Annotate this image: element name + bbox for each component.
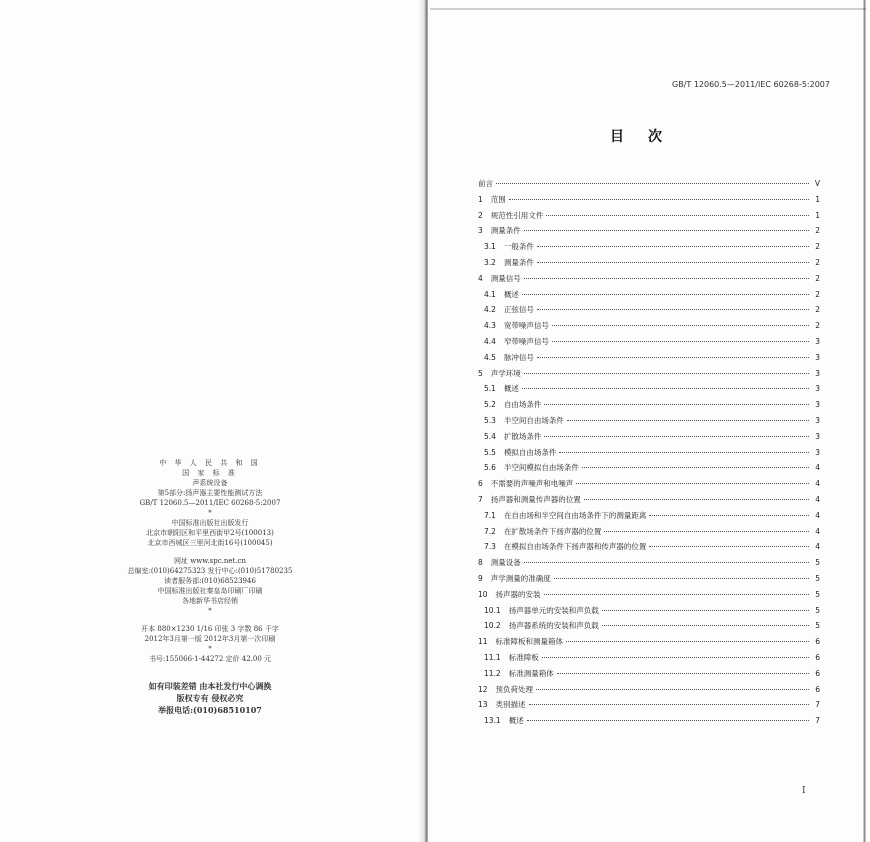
toc-entry[interactable] [484,605,820,617]
toc-leader-dots [524,278,809,279]
toc-entry-page: 3 [815,337,820,346]
colophon-line: 各地新华书店经销 [182,597,238,605]
toc-entry-title: 在模拟自由场条件下扬声器和传声器的位置 [503,542,647,552]
toc-leader-dots [567,420,809,421]
toc-leader-dots [537,262,809,263]
toc-leader-dots [524,230,809,231]
toc-entry[interactable] [478,699,820,711]
colophon-line: GB/T 12060.5—2011/IEC 60268-5:2007 [139,499,281,507]
toc-entry[interactable] [478,194,820,206]
toc-leader-dots [544,594,809,595]
page-top-edge [430,8,866,10]
toc-entry-page: 4 [815,526,820,536]
toc-entry-title: 自由场条件 [503,400,542,410]
toc-leader-dots [554,578,809,579]
toc-entry-title: 声学测量的准确度 [490,574,551,583]
colophon-line: 书号:155066·1-44272 定价 42.00 元 [148,655,272,663]
toc-entry-page: 4 [815,510,820,520]
colophon-line: * [208,645,212,653]
toc-entry-page: 7 [815,716,820,726]
toc-leader-dots [524,562,809,563]
toc-entry-title: 标准障板 [508,653,539,662]
toc-entry-number: 5.3 [484,416,496,425]
toc-entry-number: 10.1 [484,605,501,615]
toc-entry-title: 范围 [490,194,506,204]
toc-leader-dots [602,610,809,611]
toc-entry[interactable] [478,178,820,190]
colophon-line: 国 家 标 准 [182,469,238,477]
toc-entry-page: 5 [815,621,820,631]
toc-entry-page: 3 [815,416,820,425]
toc-leader-dots [544,436,809,437]
toc-entry-number: 7 [478,495,483,504]
toc-entry-title: 扬声器系统的安装和声负载 [508,621,599,631]
toc-entry-page: 2 [815,242,820,252]
toc-leader-dots [544,404,809,405]
toc-entry[interactable] [484,336,820,348]
toc-leader-dots [496,183,809,184]
toc-entry[interactable] [484,415,820,427]
toc-entry[interactable] [484,257,820,269]
toc-leader-dots [509,199,809,200]
toc-entry[interactable] [484,462,820,474]
toc-entry-number: 5.4 [484,431,496,441]
toc-entry-page: 3 [815,384,820,394]
colophon [120,458,300,716]
toc-entry-number: 1 [478,194,483,204]
toc-entry-page: 3 [815,368,820,378]
toc-entry[interactable] [484,241,820,253]
toc-entry-page: 5 [815,574,820,583]
toc-leader-dots [552,341,809,342]
toc-entry-number: 13.1 [484,716,501,726]
toc-entry[interactable] [478,589,820,601]
toc-entry-number: 10 [478,589,488,599]
toc-entry-title: 概述 [503,289,519,299]
toc-entry-number: 3.2 [484,258,496,267]
toc-entry-title: 在自由场和半空间自由场条件下的测量距离 [503,510,647,520]
toc-entry[interactable] [478,478,820,490]
toc-leader-dots [537,246,809,247]
toc-entry-page: 2 [815,305,820,315]
toc-leader-dots [546,215,809,216]
toc-entry[interactable] [484,668,820,680]
toc-entry-number: 11.2 [484,668,501,678]
toc-entry[interactable] [478,210,820,222]
toc-entry-number: 4.1 [484,289,496,299]
colophon-gap [120,548,300,556]
toc-entry-number: 4 [478,273,483,283]
toc-entry-number: 5.5 [484,447,496,457]
colophon-line: 开本 880×1230 1/16 印张 3 字数 86 千字 [141,625,279,633]
toc-entry-page: 6 [815,653,820,662]
toc-entry-number: 2 [478,210,483,220]
toc-entry[interactable] [478,636,820,648]
toc-entry[interactable] [484,399,820,411]
toc-entry-page: 5 [815,589,820,599]
colophon-line: 第5部分:扬声器主要性能测试方法 [157,489,263,497]
toc-entry-page: V [814,179,820,188]
toc-entry-title: 扬声器的安装 [495,589,541,599]
toc-entry-number: 4.2 [484,305,496,315]
toc-leader-dots [529,704,809,705]
toc-entry-number: 5.2 [484,400,496,410]
toc-entry-title: 一般条件 [503,242,534,252]
toc-entry-page: 4 [815,479,820,489]
toc-entry-page: 5 [815,558,820,568]
toc-leader-dots [522,388,809,389]
colophon-line: 声系统设备 [192,479,228,487]
colophon-line: 版权专有 侵权必究 [176,693,244,703]
toc-entry[interactable] [484,352,820,364]
toc-entry-title: 标准障板和测量箱体 [495,637,564,647]
toc-entry-page: 4 [815,495,820,504]
toc-entry[interactable] [478,225,820,237]
toc-entry[interactable] [478,557,820,569]
toc-leader-dots [542,657,809,658]
toc-entry-number: 9 [478,574,483,583]
toc-leader-dots [602,625,809,626]
toc-entry-page: 2 [815,273,820,283]
toc-entry-title: 测量信号 [490,273,521,283]
toc-entry-number: 11 [478,637,488,647]
toc-entry[interactable] [478,494,820,506]
colophon-line: 中国标准出版社秦皇岛印刷厂印刷 [157,587,263,595]
toc-entry-page: 6 [815,637,820,647]
toc-entry-number: 5 [478,368,483,378]
toc-entry-title: 测量条件 [503,258,534,267]
toc-entry[interactable] [484,715,820,727]
colophon-gap [120,616,300,624]
toc-entry-title: 预负荷处理 [495,684,534,694]
toc-leader-dots [537,357,809,358]
toc-entry-page: 6 [815,668,820,678]
toc-entry[interactable] [484,620,820,632]
toc-entry-page: 3 [815,352,820,362]
toc-entry[interactable] [478,684,820,696]
toc-leader-dots [536,689,809,690]
toc-entry-page: 3 [815,447,820,457]
colophon-line: 总编室:(010)64275323 发行中心:(010)51780235 [127,567,293,575]
toc-entry-page: 1 [815,194,820,204]
toc-entry[interactable] [484,383,820,395]
toc-leader-dots [557,673,809,674]
toc-entry-number: 5.1 [484,384,496,394]
toc-leader-dots [582,467,809,468]
toc-entry-title: 测量条件 [490,226,521,236]
toc-entry[interactable] [484,526,820,538]
toc-entry-number: 4.4 [484,337,496,346]
toc-entry-number: 3.1 [484,242,496,252]
toc-leader-dots [524,373,809,374]
toc-entry-title: 半空间自由场条件 [503,416,564,425]
toc-entry-number: 6 [478,479,483,489]
toc-entry-number: 7.1 [484,510,496,520]
toc-entry[interactable] [484,304,820,316]
toc-entry[interactable] [478,573,820,585]
toc-entry-page: 5 [815,605,820,615]
toc-entry-title: 扬声器和测量传声器的位置 [490,495,581,504]
toc-entry-page: 2 [815,258,820,267]
toc-entry[interactable] [484,652,820,664]
toc-entry-title: 脉冲信号 [503,352,534,362]
colophon-line: * [208,509,212,517]
toc-leader-dots [527,720,809,721]
toc-entry-number: 4.3 [484,321,496,331]
toc-entry-page: 7 [815,700,820,710]
toc-entry-title: 概述 [503,384,519,394]
toc-entry[interactable] [484,289,820,301]
toc-leader-dots [537,309,809,310]
toc-entry[interactable] [478,368,820,380]
toc-entry[interactable] [478,273,820,285]
toc-leader-dots [649,546,809,547]
toc-entry-title: 前言 [478,179,493,188]
toc-entry-number: 5.6 [484,463,496,473]
toc-entry-title: 概述 [508,716,524,726]
toc-entry-title: 规范性引用文件 [490,210,544,220]
toc-entry-title: 声学环境 [490,368,521,378]
toc-entry-number: 13 [478,700,488,710]
colophon-line: 北京市朝阳区和平里西街甲2号(100013) [146,529,274,537]
toc-entry-title: 标准测量箱体 [508,668,554,678]
colophon-line: 举报电话:(010)68510107 [158,705,262,715]
toc-entry-title: 模拟自由场条件 [503,447,557,457]
toc-entry-title: 正弦信号 [503,305,534,315]
toc-entry-page: 3 [815,400,820,410]
page-edge [863,0,866,842]
toc-entry[interactable] [484,510,820,522]
toc-entry-page: 2 [815,289,820,299]
toc-entry-title: 类别描述 [495,700,526,710]
toc-entry-number: 8 [478,558,483,568]
toc-entry-number: 7.3 [484,542,496,552]
toc-leader-dots [604,531,809,532]
toc-leader-dots [566,641,809,642]
book-gutter [418,0,428,842]
toc-leader-dots [584,499,809,500]
page-number: I [802,786,806,796]
colophon-line: 如有印装差错 由本社发行中心调换 [148,681,272,691]
toc-entry-number: 11.1 [484,653,501,662]
toc-entry-title: 窄带噪声信号 [503,337,549,346]
toc-entry-number: 7.2 [484,526,496,536]
toc-entry-number: 4.5 [484,352,496,362]
toc-entry-title: 扩散场条件 [503,431,542,441]
toc-entry-number: 10.2 [484,621,501,631]
colophon-gap [120,672,300,680]
toc-entry-page: 4 [815,463,820,473]
toc-entry-title: 测量设备 [490,558,521,568]
toc-entry[interactable] [484,431,820,443]
toc-entry-title: 在扩散场条件下扬声器的位置 [503,526,602,536]
toc-entry-page: 3 [815,431,820,441]
toc-entry[interactable] [484,447,820,459]
colophon-line: 中国标准出版社出版发行 [171,519,249,527]
colophon-line: 2012年3月第一版 2012年3月第一次印刷 [144,635,276,643]
colophon-line: * [208,607,212,615]
toc-leader-dots [522,294,809,295]
toc-entry-page: 2 [815,321,820,331]
toc-entry[interactable] [484,541,820,553]
toc-entry-page: 2 [815,226,820,236]
toc-entry-page: 1 [815,210,820,220]
colophon-line: 中 华 人 民 共 和 国 [159,459,261,467]
toc-entry-title: 半空间模拟自由场条件 [503,463,579,473]
toc-leader-dots [559,452,809,453]
colophon-line: 网址 www.spc.net.cn [174,557,246,565]
toc-leader-dots [576,483,809,484]
colophon-line: 读者服务部:(010)68523946 [164,577,256,585]
toc-leader-dots [649,515,809,516]
toc-entry[interactable] [484,320,820,332]
toc-entry-title: 不需要的声噪声和电噪声 [490,479,574,489]
standard-number: GB/T 12060.5—2011/IEC 60268-5:2007 [672,80,830,89]
toc-leader-dots [552,325,809,326]
toc-entry-page: 4 [815,542,820,552]
toc-entry-number: 12 [478,684,488,694]
toc-entry-title: 扬声器单元的安装和声负载 [508,605,599,615]
colophon-gap [120,664,300,672]
toc-entry-title: 宽带噪声信号 [503,321,549,331]
toc-entry-page: 6 [815,684,820,694]
toc-title: 目次 [610,129,686,145]
toc-entry-number: 3 [478,226,483,236]
colophon-line: 北京市西城区三里河北街16号(100045) [147,539,273,547]
